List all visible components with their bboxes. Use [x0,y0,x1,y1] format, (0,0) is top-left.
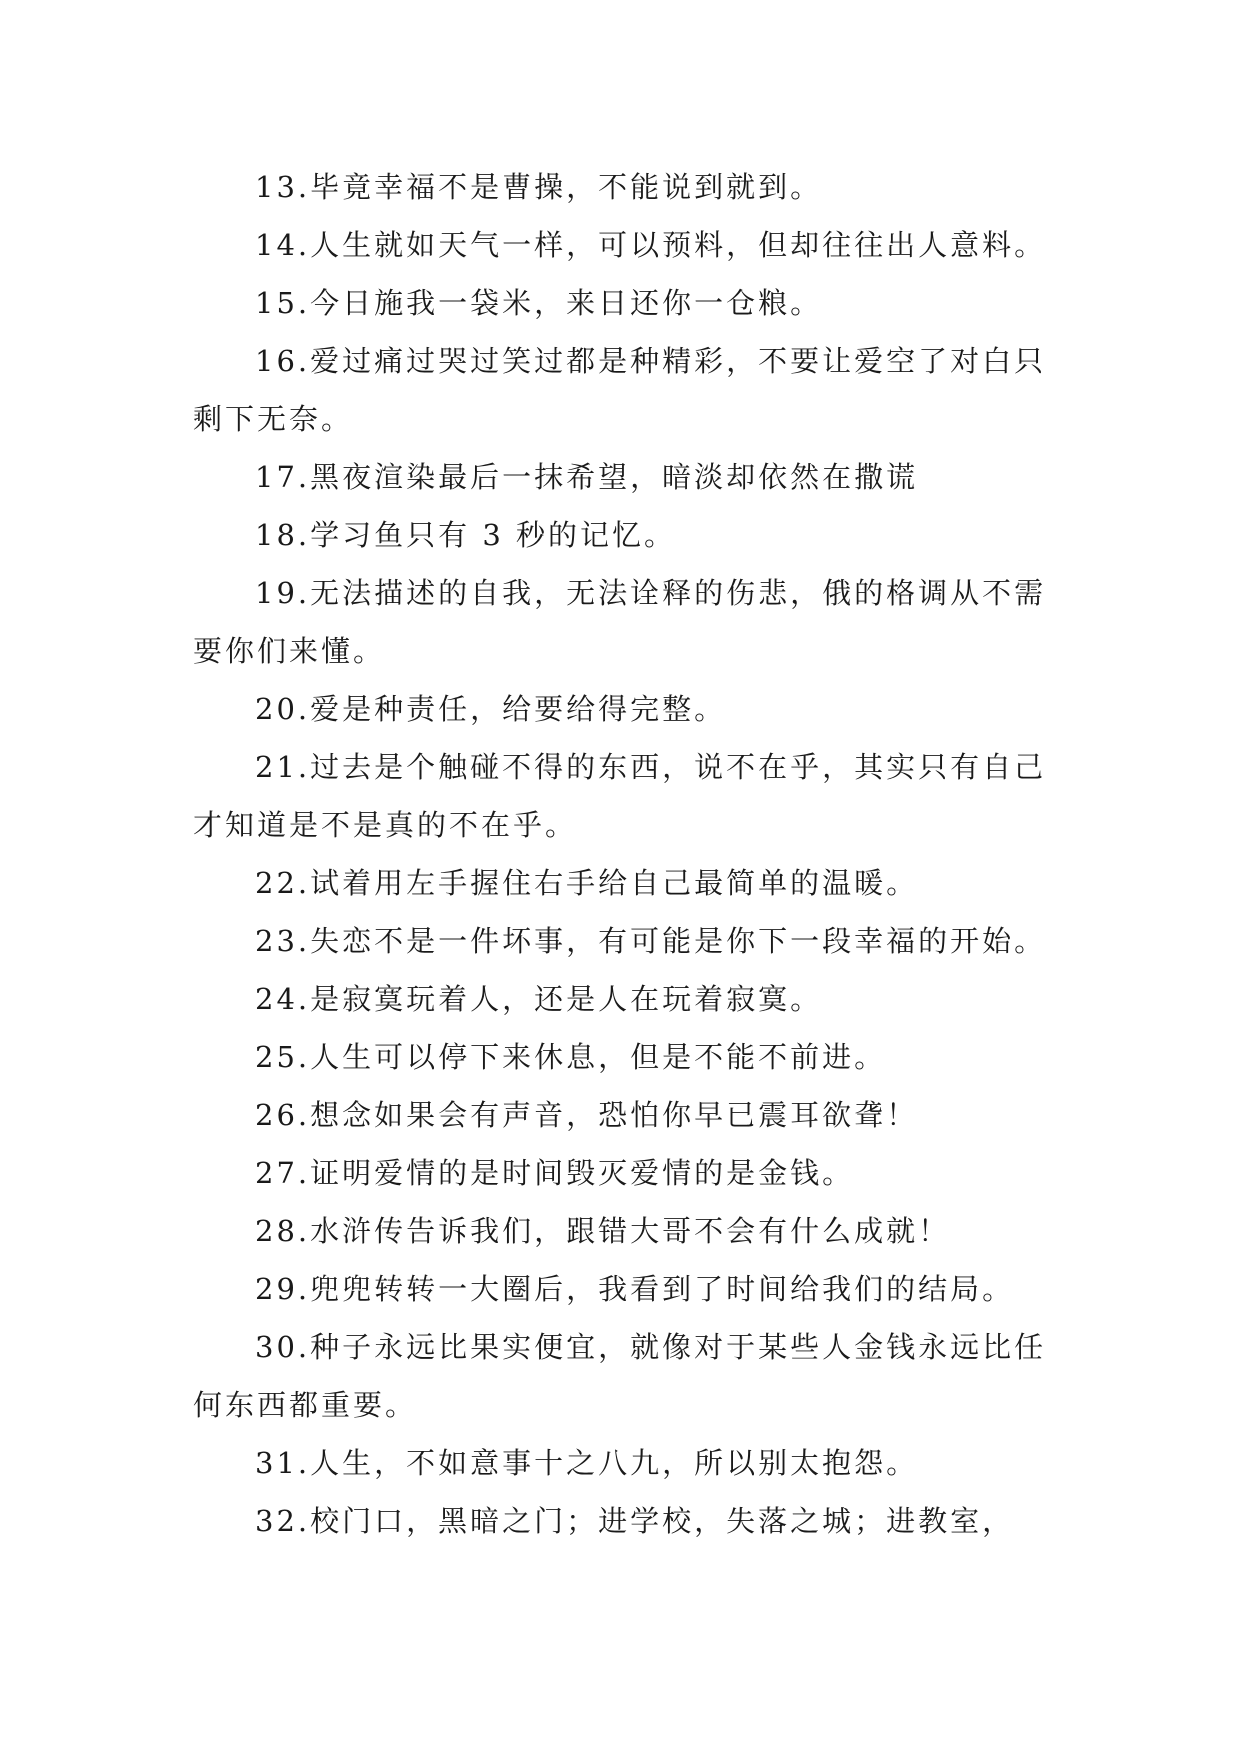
paragraph: 19.无法描述的自我，无法诠释的伤悲，俄的格调从不需要你们来懂。 [193,576,1047,668]
paragraph: 28.水浒传告诉我们，跟错大哥不会有什么成就！ [255,1214,951,1248]
paragraph: 22.试着用左手握住右手给自己最简单的温暖。 [255,866,919,900]
paragraph: 15.今日施我一袋米，来日还你一仓粮。 [255,286,823,320]
paragraph: 18.学习鱼只有 3 秒的记忆。 [255,518,677,552]
paragraph: 16.爱过痛过哭过笑过都是种精彩，不要让爱空了对白只剩下无奈。 [193,344,1047,436]
paragraph: 23.失恋不是一件坏事，有可能是你下一段幸福的开始。 [255,924,1047,958]
paragraph: 26.想念如果会有声音，恐怕你早已震耳欲聋！ [255,1098,919,1132]
paragraph: 29.兜兜转转一大圈后，我看到了时间给我们的结局。 [255,1272,1015,1306]
paragraph: 27.证明爱情的是时间毁灭爱情的是金钱。 [255,1156,855,1190]
document-body [193,158,1073,1550]
paragraph: 14.人生就如天气一样，可以预料，但却往往出人意料。 [255,228,1047,262]
paragraph: 31.人生，不如意事十之八九，所以别太抱怨。 [255,1446,919,1480]
paragraph: 21.过去是个触碰不得的东西，说不在乎，其实只有自己才知道是不是真的不在乎。 [193,750,1047,842]
paragraph: 17.黑夜渲染最后一抹希望，暗淡却依然在撒谎 [255,460,919,494]
paragraph: 13.毕竟幸福不是曹操，不能说到就到。 [255,170,823,204]
paragraph: 30.种子永远比果实便宜，就像对于某些人金钱永远比任何东西都重要。 [193,1330,1047,1422]
paragraph: 24.是寂寞玩着人，还是人在玩着寂寞。 [255,982,823,1016]
paragraph: 32.校门口，黑暗之门；进学校，失落之城；进教室， [255,1504,1015,1538]
paragraph: 20.爱是种责任，给要给得完整。 [255,692,727,726]
paragraph: 25.人生可以停下来休息，但是不能不前进。 [255,1040,887,1074]
